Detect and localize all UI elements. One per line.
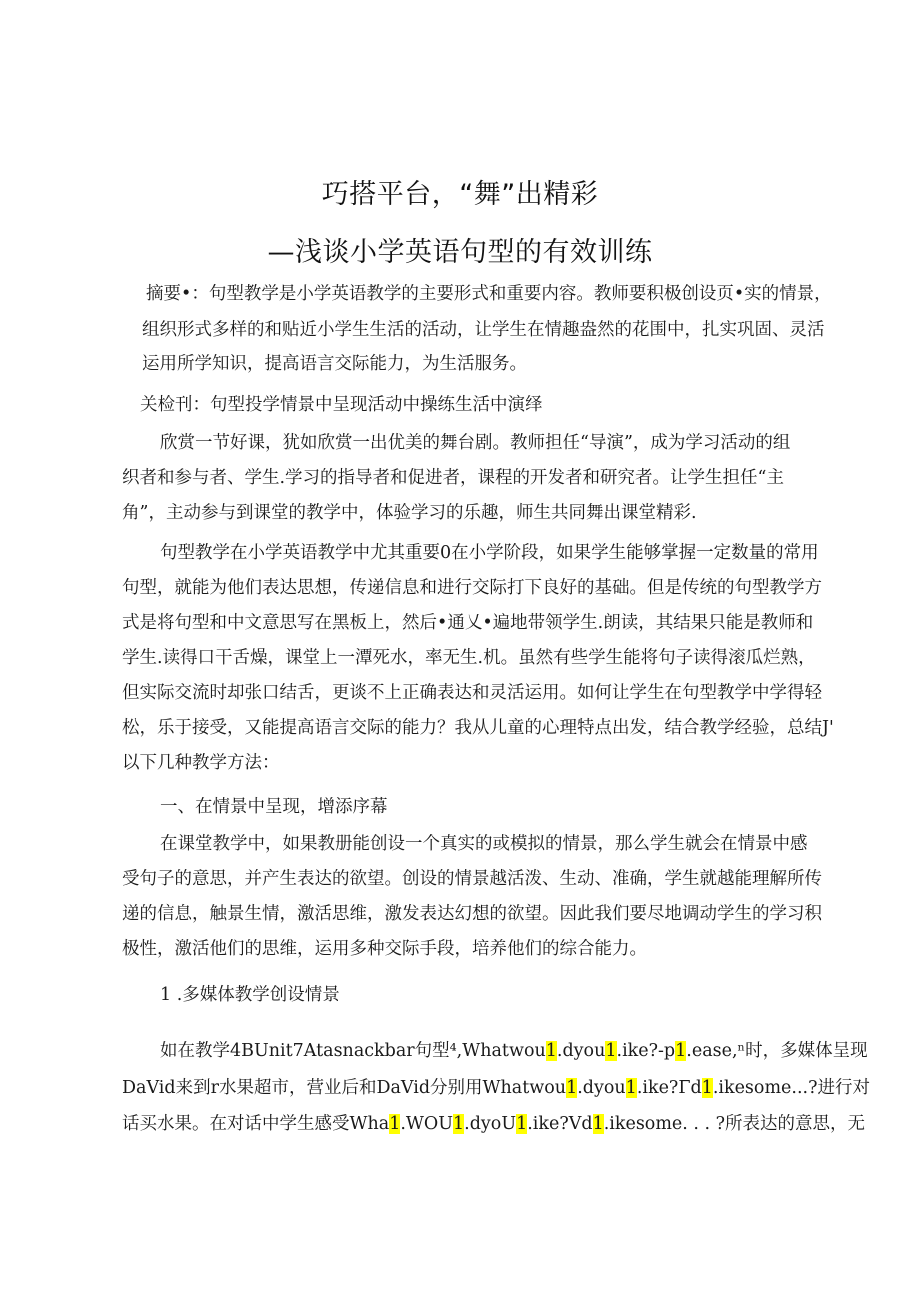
abstract-line: 摘要•：句型教学是小学英语教学的主要形式和重要内容。教师要积极创设页•实的情景， — [146, 284, 832, 304]
text-run: .ease,ⁿ时，多媒体呈现 — [686, 1041, 868, 1061]
highlighted-text: 1 — [605, 1041, 617, 1061]
highlighted-text: 1 — [701, 1078, 713, 1098]
highlighted-text: 1 — [453, 1114, 465, 1134]
highlighted-text: 1 — [389, 1114, 401, 1134]
document-subtitle: —浅谈小学英语句型的有效训练 — [267, 237, 653, 268]
paragraph-line: 以下几种教学方法： — [122, 753, 280, 773]
text-run: .ikesome...?进行对 — [712, 1078, 870, 1098]
document-title: 巧搭平台，“舞”出精彩 — [321, 179, 599, 210]
highlighted-text: 1 — [516, 1114, 528, 1134]
paragraph-line — [122, 1076, 870, 1100]
text-run: .dyou — [577, 1078, 626, 1098]
keywords-line: 关检刊：句型投学情景中呈现活动中操练生活中演绎 — [140, 395, 543, 415]
abstract-line: 组织形式多样的和贴近小学生生活的活动，让学生在情趣盎然的花围中，扎实巩固、灵活 — [142, 320, 825, 340]
highlighted-text: 1 — [625, 1078, 637, 1098]
highlighted-text: 1 — [545, 1041, 557, 1061]
text-run: .dyou — [556, 1041, 606, 1061]
paragraph-line — [160, 1039, 868, 1063]
highlighted-text: 1 — [566, 1078, 578, 1098]
highlighted-text: 1 — [592, 1114, 604, 1134]
paragraph-line: 句型，就能为他们表达思想，传递信息和进行交际打下良好的基础。但是传统的句型教学方 — [122, 578, 822, 598]
subsection-heading: 1 .多媒体教学创设情景 — [160, 985, 340, 1005]
paragraph-line: 松，乐于接受，又能提高语言交际的能力？我从儿童的心理特点出发，结合教学经验，总结J' — [122, 718, 834, 738]
abstract-line: 运用所学知识，提高语言交际能力，为生活服务。 — [142, 354, 527, 374]
paragraph-line: 式是将句型和中文意思写在黑板上，然后•通乂•遍地带领学生.朗读，其结果只能是教师和 — [122, 613, 814, 633]
paragraph-line — [122, 1112, 865, 1136]
paragraph-line: 但实际交流时却张口结舌，更谈不上正确表达和灵活运用。如何让学生在句型教学中学得轻 — [122, 683, 822, 703]
paragraph-line: 在课堂教学中，如果教册能创设一个真实的或模拟的情景，那么学生就会在情景中感 — [160, 834, 808, 854]
highlighted-text: 1 — [675, 1041, 687, 1061]
text-run: .WOU — [400, 1114, 453, 1134]
paragraph-line: 句型教学在小学英语教学中尤其重要0在小学阶段，如果学生能够掌握一定数量的常用 — [160, 543, 819, 563]
text-run: .ike?Γd — [636, 1078, 702, 1098]
paragraph-line: 欣赏一节好课，犹如欣赏一出优美的舞台剧。教师担任“导演”，成为学习活动的组 — [160, 433, 791, 453]
text-run: 话买水果。在对话中学生感受Wha — [122, 1114, 390, 1134]
paragraph-line: 角”，主动参与到课堂的教学中，体验学习的乐趣，师生共同舞出课堂精彩. — [122, 503, 697, 523]
text-run: .ike?Vd — [527, 1114, 593, 1134]
paragraph-line: 受句子的意思，并产生表达的欲望。创设的情景越活泼、生动、准确，学生就越能理解所传 — [122, 869, 822, 889]
text-run: DaVid来到r水果超市，营业后和DaVid分别用Whatwou — [122, 1078, 567, 1098]
paragraph-line: 递的信息，触景生情，激活思维，激发表达幻想的欲望。因此我们要尽地调动学生的学习积 — [122, 904, 822, 924]
paragraph-line: 极性，激活他们的思维，运用多种交际手段，培养他们的综合能力。 — [122, 939, 647, 959]
text-run: 如在教学4BUnit7Atasnackbar句型⁴,Whatwou — [160, 1041, 546, 1061]
text-run: .ikesome. . . ?所表达的意思，无 — [603, 1114, 866, 1134]
paragraph-line: 织者和参与者、学生.学习的指导者和促进者，课程的开发者和研究者。让学生担任“主 — [122, 468, 785, 488]
text-run: .ike?-p — [616, 1041, 676, 1061]
section-heading: 一、在情景中呈现，增添序幕 — [160, 797, 388, 817]
text-run: .dyoU — [464, 1114, 517, 1134]
paragraph-line: 学生.读得口干舌燥，课堂上一潭死水，率无生.机。虽然有些学生能将句子读得滚瓜烂熟， — [122, 648, 816, 668]
